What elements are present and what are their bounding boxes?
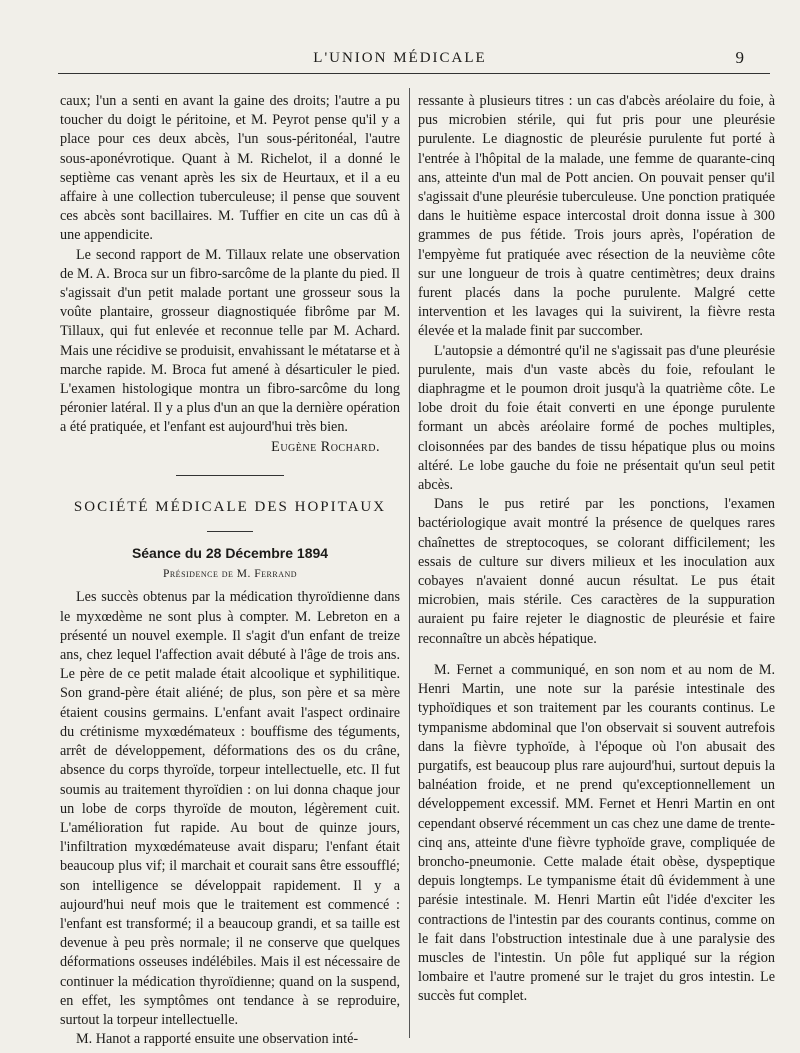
presidence-line: Présidence de M. Ferrand [162, 568, 298, 581]
section-divider [176, 475, 284, 476]
paragraph: Le second rapport de M. Tillaux relate une observation de M. A. Broca sur un fibro-sarcôme de la plante du pied. Il s'agissait d'un petit malade portant une grosseur sous la voûte plantaire, grosseur diagnostiquée fibrôme par M. Tillaux, qui fut enlevée et reconnue telle par M. Achard. Mais une récidive se produisit, envahissant le métatarse et à marche rapide. M. Broca fut amené à désarticuler le pied. L'examen histologique montra un fibro-sarcôme du long péronier latéral. Il y a plus d'un an que la dernière opération a été pratiquée, et l'enfant est aujourd'hui très bien. [60, 246, 400, 436]
paragraph: caux; l'un a senti en avant la gaine des droits; l'autre a pu toucher du doigt le péritoine, et M. Peyrot pense qu'il y a place pour ces deux abcès, l'un sous-péritonéal, l'autre sous-aponévrotique. Quant à M. Richelot, il a donné le septième cas venant après les six de Heurtaux, et il a eu affaire à une collection tuberculeuse; il pense que souvent ces abcès sont bacillaires. M. Tuffier en cite un cas dû à une appendicite. [60, 93, 400, 244]
author-signature: Eugène Rochard. [271, 438, 380, 455]
paragraph: ressante à plusieurs titres : un cas d'abcès aréolaire du foie, à pus microbien stérile, qui fut pris pour une pleurésie purulente. Le diagnostic de pleurésie purulente fut porté à l'entrée à l'hôpital de la malade, une femme de quarante-cinq ans, atteinte d'un mal de Pott ancien. On pouvait penser qu'il s'agissait d'une pleurésie tuberculeuse. Une ponction pratiquée dans le huitième espace intercostal droit donna issue à 300 grammes de pus fétide. Trois jours après, l'opération de l'empyème fut pratiquée avec résection de la neuvième côte sur une longueur de trois à quatre centimètres; deux drains furent placés dans la poche purulente. Malgré cette intervention et les lavages qui la suivirent, la fièvre resta élevée et la malade finit par succomber. [418, 93, 775, 340]
title-divider [207, 531, 253, 532]
column-divider [409, 88, 410, 1038]
paragraph: M. Fernet a communiqué, en son nom et au nom de M. Henri Martin, une note sur la parésie intestinale des typhoïdiques et son traitement par les courants continus. Le tympanisme abdominal que l'on observait si souvent autrefois dans la fièvre typhoïde, à l'époque où l'on abusait des purgatifs, est beaucoup plus rare aujourd'hui, surtout depuis la balnéation froide, et ne prend qu'exceptionnellement un développement excessif. MM. Fernet et Henri Martin en ont cependant observé récemment un cas chez une dame de trente-cinq ans, atteinte d'une fièvre typhoïde grave, compliquée de broncho-pneumonie. Cette malade était obèse, dyspeptique depuis longtemps. Le tympanisme était dû évidemment à une parésie intestinale. M. Henri Martin eût l'idée d'exciter les contractions de l'intestin par des courants continus, comme on le fait dans l'obstruction intestinale due à une paralysie des muscles de l'intestin. Un pôle fut appliqué sur la région lombaire et l'autre promené sur le trajet du gros intestin. Le succès fut complet. [418, 661, 775, 1005]
paragraph-gap [418, 649, 775, 661]
paragraph: L'autopsie a démontré qu'il ne s'agissait pas d'une pleurésie purulente, mais d'un vaste abcès du foie, refoulant le diaphragme et le poumon droit jusqu'à la quatrième côte. Le lobe droit du foie était converti en une éponge purulente formant un abcès aréolaire formé de poches multiples, cloisonnées par des bandes de tissu hépatique plus ou moins altéré. Le lobe gauche du foie ne présentait qu'un seul petit abcès. [418, 342, 775, 494]
right-column [418, 92, 775, 1007]
header-rule [58, 73, 770, 74]
left-column [60, 92, 400, 1049]
paragraph: Les succès obtenus par la médication thyroïdienne dans le myxœdème ne sont plus à compter. M. Lebreton en a présenté un nouvel exemple. Il s'agit d'un enfant de treize ans, chez lequel l'affection avait débuté à l'âge de trois ans. Le père de ce petit malade était alcoolique et syphilitique. Son grand-père était aliéné; de plus, son père et sa mère étaient cousins germains. L'enfant avait l'aspect ordinaire du crétinisme myxœdémateux : bouffisme des téguments, arrêt de développement, déformations des os du crâne, absence du corps thyroïde, torpeur intellectuelle, etc. Il fut soumis au traitement thyroïdien : on lui donna chaque jour un lobe de corps thyroïde de mouton, légèrement cuit. L'amélioration fut rapide. Au bout de quinze jours, l'infiltration myxœdémateuse avait disparu; l'enfant était beaucoup plus vif; il marchait et courait sans être essoufflé; son intelligence se développait rapidement. Il y a aujourd'hui neuf mois que le traitement est commencé : l'enfant est transformé; il a beaucoup grandi, et sa taille est devenue à peu près normale; il ne conserve que quelques déformations osseuses indélébiles. Mais il est nécessaire de continuer la médication thyroïdienne; quand on la suspend, en effet, les symptômes ont tendance à se reproduire, surtout la torpeur intellectuelle. [60, 589, 400, 1028]
section-title: SOCIÉTÉ MÉDICALE DES HOPITAUX [73, 498, 387, 515]
page-number: 9 [735, 48, 744, 67]
paragraph: M. Hanot a rapporté ensuite une observation inté- [76, 1031, 359, 1048]
session-title: Séance du 28 Décembre 1894 [131, 545, 329, 562]
running-title: L'UNION MÉDICALE [313, 50, 487, 66]
page-header [0, 46, 800, 76]
paragraph: Dans le pus retiré par les ponctions, l'examen bactériologique avait montré la présence de quelques rares chaînettes de streptocoques, se colorant difficilement; les essais de culture sur divers milieux et les inoculation aux cobayes n'avaient donné aucun résultat. Le pus était microbien, mais stérile. Ces caractères de la suppuration auraient pu faire rejeter le diagnostic de pleurésie et faire reconnaître un abcès hépatique. [418, 496, 775, 647]
